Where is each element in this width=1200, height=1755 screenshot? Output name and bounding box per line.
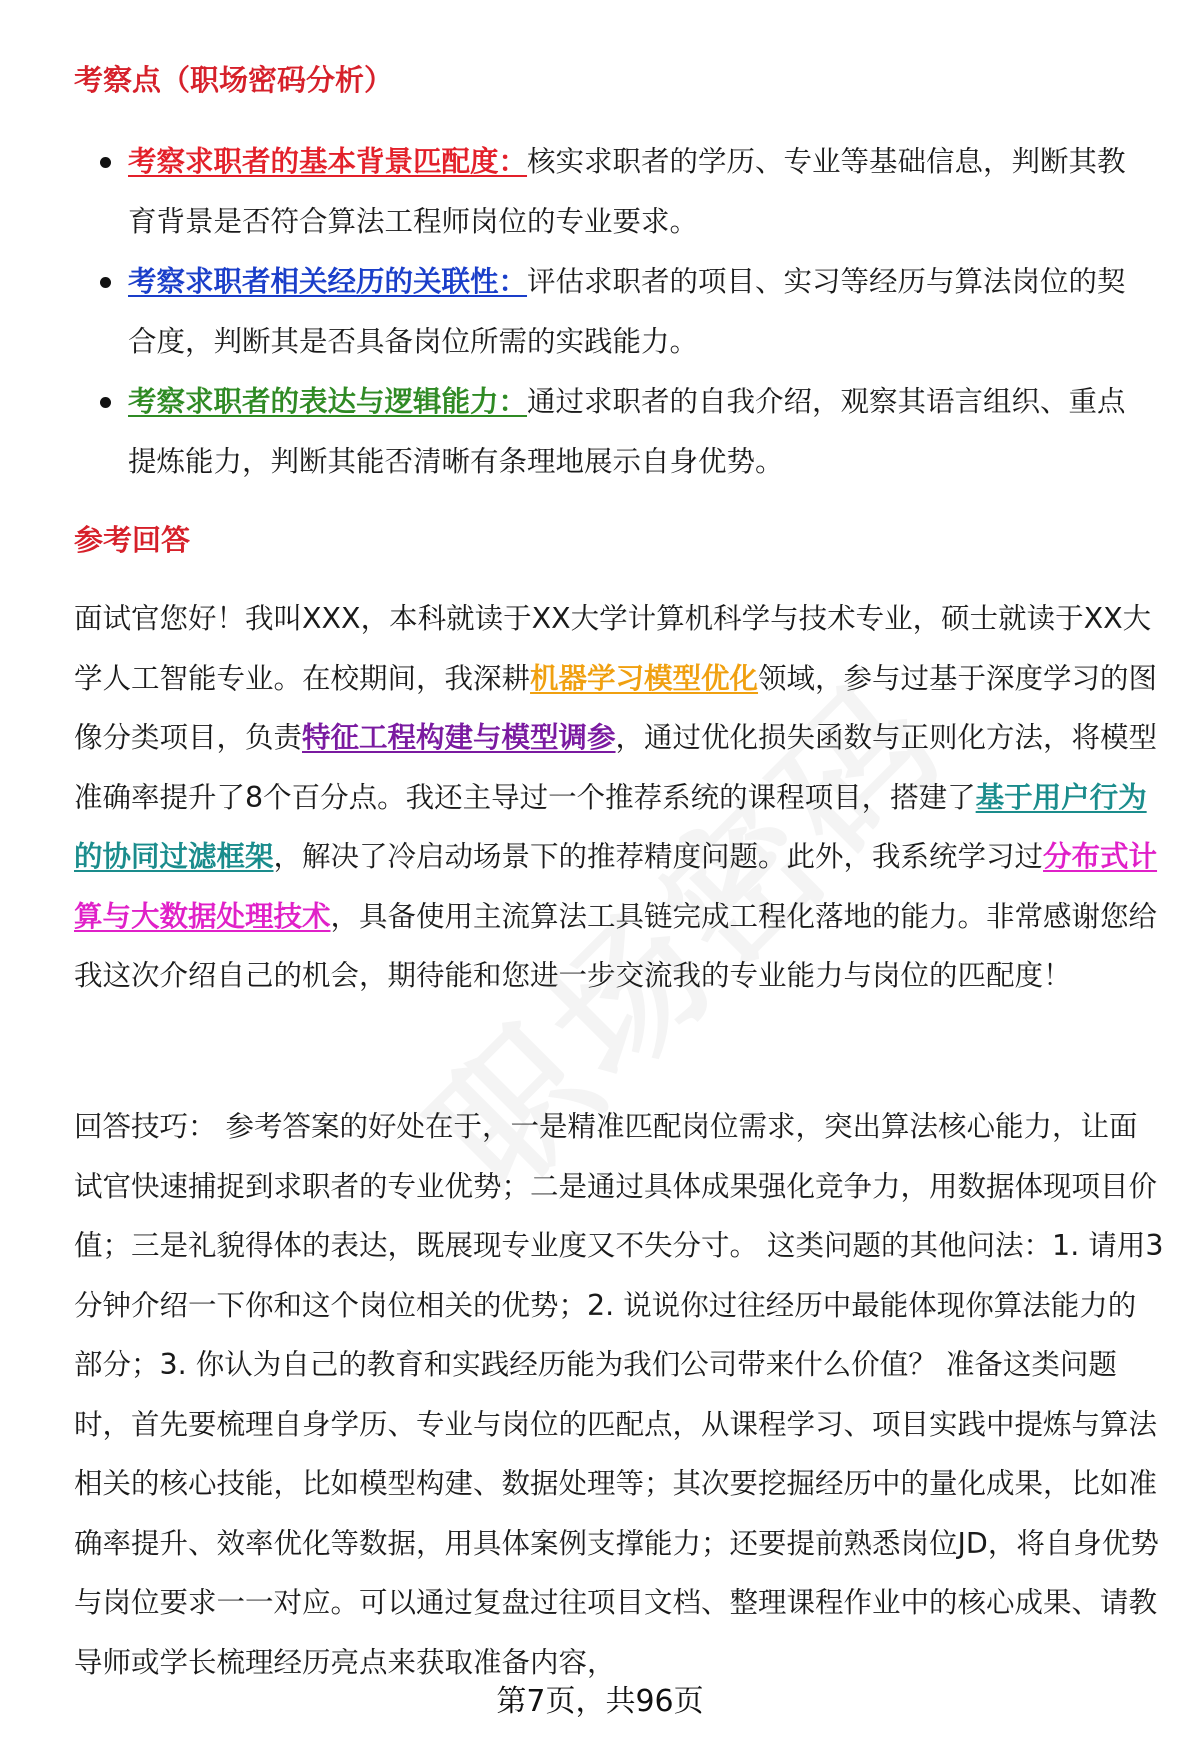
answer-highlight: 特征工程构建与模型调参 (302, 721, 616, 754)
answer-text: ，解决了冷启动场景下的推荐精度问题。此外，我系统学习过 (273, 840, 1044, 873)
bullet-keyword: 考察求职者的表达与逻辑能力： (128, 385, 528, 418)
bullet-text: 通过求职者的自我介绍，观察其语言组织、重点提炼能力，判断其能否清晰有条理地展示自身优势。 (128, 385, 1126, 478)
answer-text: ，通过优化损失函数与正则化方法，将模型准确率提升了8个百分点。我还主导过一个推荐系统的课程项目，搭建了 (74, 721, 1158, 814)
bullet-dot-icon (100, 277, 111, 288)
bullet-dot-icon (100, 397, 111, 408)
answer-tips-paragraph: 回答技巧： 参考答案的好处在于，一是精准匹配岗位需求，突出算法核心能力，让面试官快速捕捉到求职者的专业优势；二是通过具体成果强化竞争力，用数据体现项目价值；三是礼貌得体的表达，既展现专业度又不失分寸。 这类问题的其他问法：1. 请用3分钟介绍一下你和这个岗位相关的优势；2. 说说你过往经历中最能体现你算法能力的部分；3. 你认为自己的教育和实践经历能为我们公司带来什么价值？ 准备这类问题时，首先要梳理自身学历、专业与岗位的匹配点，从课程学习、项目实践中提炼与算法相关的核心技能，比如模型构建、数据处理等；其次要挖掘经历中的量化成果，比如准确率提升、效率优化等数据，用具体案例支撑能力；还要提前熟悉岗位JD，将自身优势与岗位要求一一对应。可以通过复盘过往项目文档、整理课程作业中的核心成果、请教导师或学长梳理经历亮点来获取准备内容， (74, 1110, 1164, 1679)
list-item (74, 132, 1154, 252)
answer-text: 面试官您好！我叫XXX，本科就读于XX大学计算机科学与技术专业，硕士就读于XX大学人工智能专业。在校期间，我深耕 (74, 602, 1152, 695)
bullet-keyword: 考察求职者的基本背景匹配度： (128, 145, 528, 178)
section-heading-exam-points: 考察点（职场密码分析） (74, 63, 394, 97)
bullet-text: 核实求职者的学历、专业等基础信息，判断其教育背景是否符合算法工程师岗位的专业要求。 (128, 145, 1126, 238)
reference-answer-paragraph (74, 589, 1164, 1006)
answer-highlight: 分布式计算与大数据处理技术 (74, 840, 1158, 933)
page-number: 第7页，共96页 (496, 1684, 704, 1719)
answer-text: ，具备使用主流算法工具链完成工程化落地的能力。非常感谢您给我这次介绍自己的机会，期待能和您进一步交流我的专业能力与岗位的匹配度！ (74, 899, 1158, 992)
answer-text: 领域，参与过基于深度学习的图像分类项目，负责 (74, 661, 1158, 754)
list-item (74, 252, 1154, 372)
answer-highlight: 基于用户行为的协同过滤框架 (74, 780, 1147, 873)
list-item (74, 372, 1154, 492)
bullet-dot-icon (100, 157, 111, 168)
answer-highlight: 机器学习模型优化 (530, 661, 759, 695)
exam-points-list (74, 132, 1154, 492)
bullet-keyword: 考察求职者相关经历的关联性： (128, 265, 528, 298)
section-heading-reference-answer: 参考回答 (74, 523, 191, 557)
bullet-text: 评估求职者的项目、实习等经历与算法岗位的契合度，判断其是否具备岗位所需的实践能力。 (128, 265, 1126, 358)
